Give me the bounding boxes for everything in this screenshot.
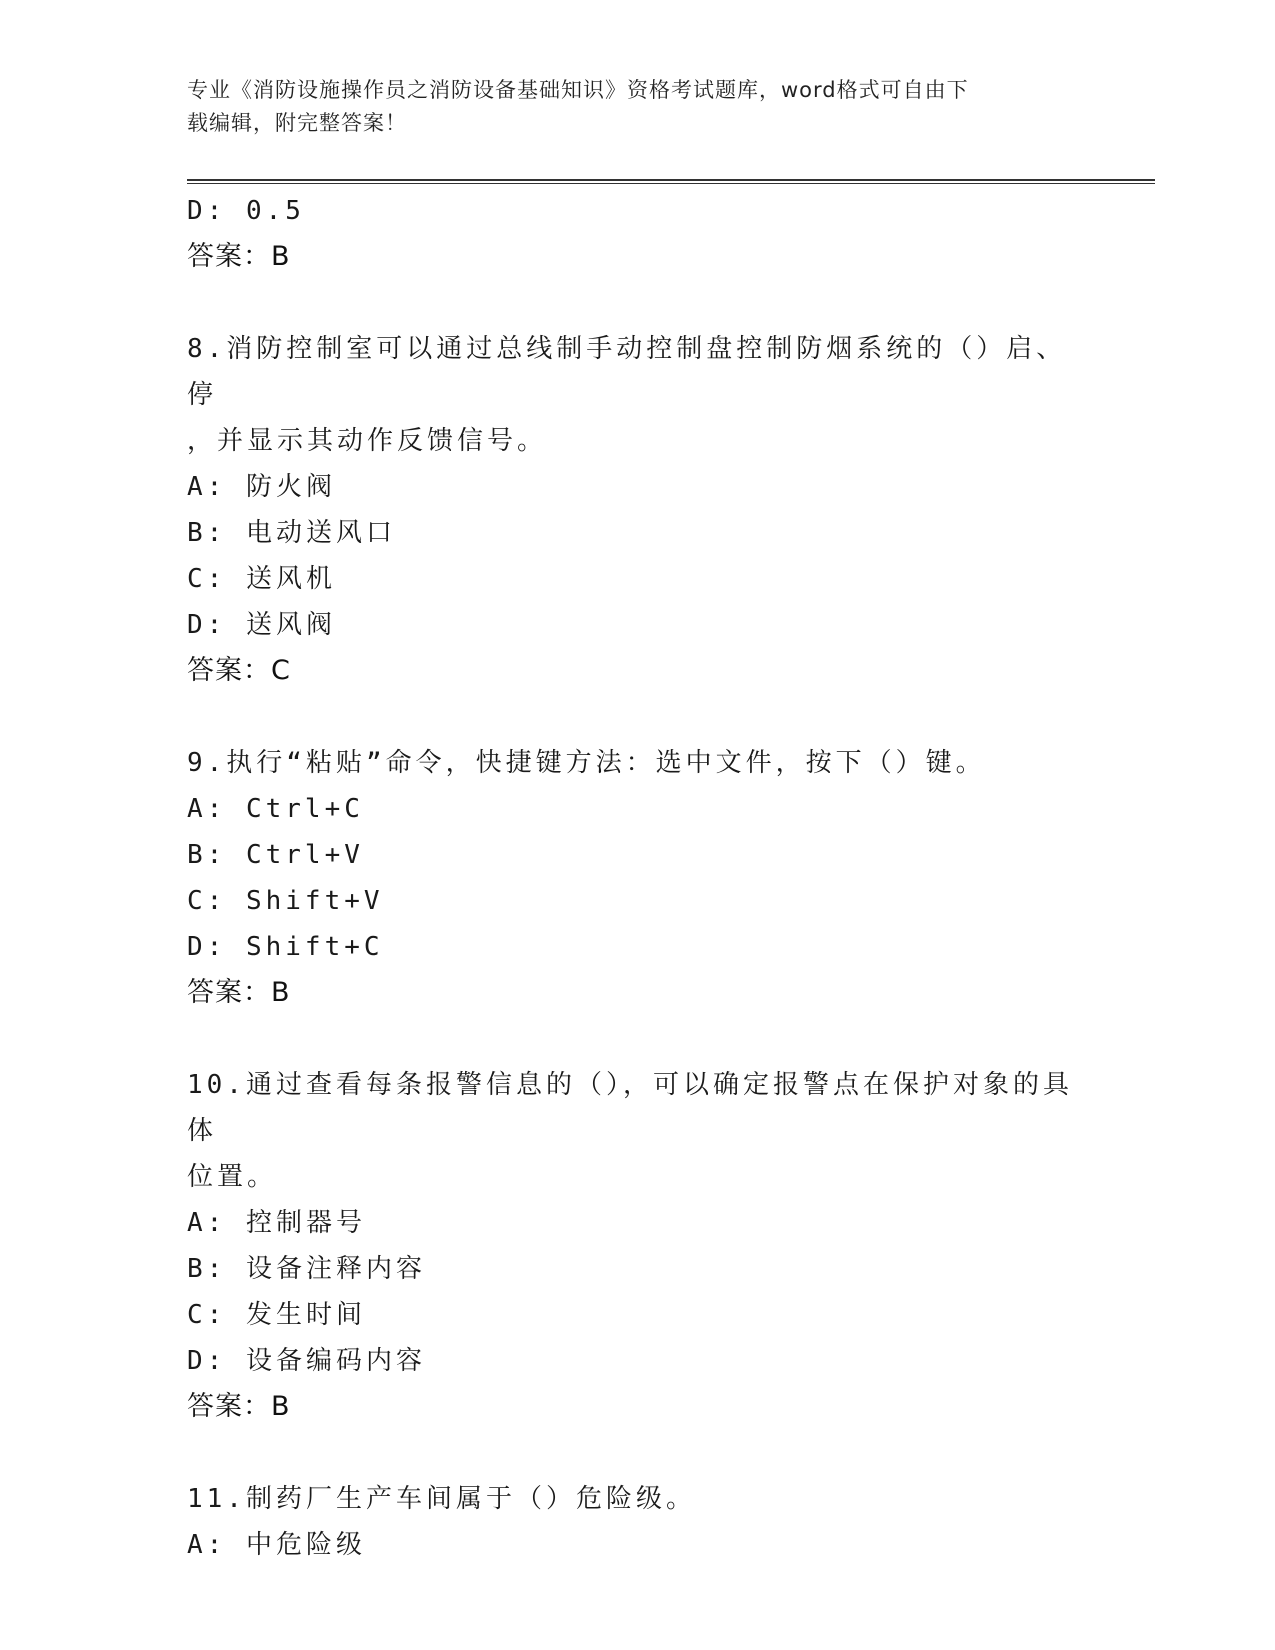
question-11 — [187, 1476, 1087, 1568]
option-d: D: 0.5 — [187, 196, 305, 226]
option-b: B: 电动送风口 — [187, 518, 396, 548]
header-divider-thin — [187, 183, 1155, 184]
document-header — [187, 74, 1067, 140]
header-line-1: 专业《消防设施操作员之消防设备基础知识》资格考试题库，word格式可自由下 — [187, 78, 969, 102]
option-d: D: 设备编码内容 — [187, 1346, 426, 1376]
header-line-2: 载编辑，附完整答案！ — [187, 111, 407, 135]
answer-line: 答案：C — [187, 655, 291, 686]
header-divider-thick — [187, 179, 1155, 181]
option-d: D: 送风阀 — [187, 610, 336, 640]
question-text-line-2: 位置。 — [187, 1162, 278, 1192]
option-c: C: 送风机 — [187, 564, 336, 594]
option-a: A: 防火阀 — [187, 472, 336, 502]
question-text-line-1: 9.执行“粘贴”命令，快捷键方法：选中文件，按下（）键。 — [187, 748, 986, 778]
question-text-line-2: ，并显示其动作反馈信号。 — [187, 426, 548, 456]
question-content — [187, 188, 1087, 1568]
answer-line: 答案：B — [187, 241, 291, 272]
option-d: D: Shift+C — [187, 932, 384, 962]
option-c: C: Shift+V — [187, 886, 384, 916]
question-text-line-1: 11.制药厂生产车间属于（）危险级。 — [187, 1484, 696, 1514]
option-b: B: Ctrl+V — [187, 840, 364, 870]
option-b: B: 设备注释内容 — [187, 1254, 426, 1284]
option-a: A: Ctrl+C — [187, 794, 364, 824]
answer-line: 答案：B — [187, 977, 291, 1008]
option-a: A: 控制器号 — [187, 1208, 366, 1238]
question-text-line-1: 10.通过查看每条报警信息的（），可以确定报警点在保护对象的具体 — [187, 1070, 1073, 1146]
question-8 — [187, 326, 1087, 694]
previous-question-tail — [187, 188, 1087, 280]
option-c: C: 发生时间 — [187, 1300, 366, 1330]
option-a: A: 中危险级 — [187, 1530, 366, 1560]
question-10 — [187, 1062, 1087, 1430]
answer-line: 答案：B — [187, 1391, 291, 1422]
question-text-line-1: 8.消防控制室可以通过总线制手动控制盘控制防烟系统的（）启、停 — [187, 334, 1067, 410]
question-9 — [187, 740, 1087, 1016]
